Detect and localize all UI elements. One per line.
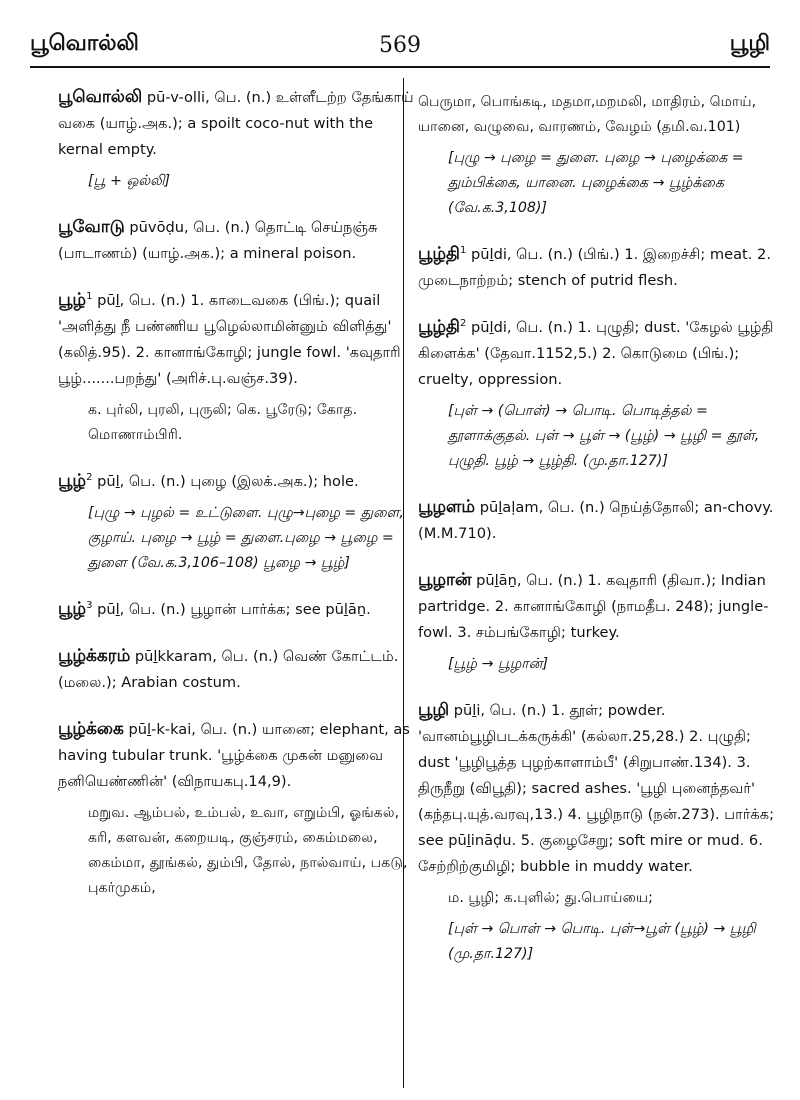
entry-note: பெருமா, பொங்கடி, மதமா,மறமலி, மாதிரம், மொய், யானை, வழுவை, வாரணம், வேழம் (தமி.வ.101) — [418, 94, 757, 135]
dictionary-entry — [58, 287, 418, 448]
dictionary-entry — [58, 468, 418, 576]
entry-headword: பூழ்க்கை — [58, 719, 124, 739]
entry-definition: pūḻāṉ, பெ. (n.) 1. கவுதாரி (திவா.); Indian partridge. 2. கானாங்கோழி (நாமதீப. 248); jungle-fowl. 3. சம்பங்கோழி; turkey. — [418, 572, 769, 641]
dictionary-entry — [58, 643, 418, 696]
entry-definition: pūḻ, பெ. (n.) புழை (இலக்.அக.); hole. — [97, 473, 359, 490]
entry-note: ம. பூழி; க.புளில்; து.பொய்யை; — [448, 890, 653, 906]
left-column — [58, 84, 418, 921]
entry-headword: பூழி — [418, 700, 450, 720]
entry-main — [58, 643, 418, 696]
entry-headword: பூழ் — [58, 471, 87, 491]
entry-sense-number: 2 — [460, 318, 467, 330]
entry-main — [58, 596, 418, 623]
entry-main — [418, 241, 780, 294]
entry-main — [58, 84, 418, 163]
entry-sense-number: 2 — [86, 472, 93, 484]
entry-note: க. புர்லி, புரலி, புருலி; கெ. பூரேடு; கோத. மொணாம்பிரி. — [88, 402, 358, 443]
dictionary-entry — [58, 716, 418, 901]
page-number: 569 — [379, 32, 421, 58]
entry-main — [58, 468, 418, 495]
entry-main — [418, 494, 780, 547]
dictionary-entry — [58, 596, 418, 623]
entry-etymology: [புள் → பொள் → பொடி. புள்→பூள் (பூழ்) → பூழி (மு.தா.127)] — [448, 921, 756, 962]
entry-main — [418, 314, 780, 393]
entry-definition: pūvōḍu, பெ. (n.) தொட்டி செய்நஞ்சு (பாடாணம்) (யாழ்.அக.); a mineral poison. — [58, 219, 378, 262]
entry-definition: pūḻdi, பெ. (n.) (பிங்.) 1. இறைச்சி; meat. 2. முடைநாற்றம்; stench of putrid flesh. — [418, 246, 771, 289]
dictionary-entry — [418, 567, 780, 677]
entry-main — [58, 716, 418, 795]
entry-etymology: [புள் → (பொள்) → பொடி. பொடித்தல் = தூளாக்குதல். புள் → பூள் → (பூழ்) → பூழி = தூள், புழுதி. பூழ் → பூழ்தி. (மு.தா.127)] — [448, 403, 760, 469]
entry-definition: pūḻ, பெ. (n.) 1. காடைவகை (பிங்.); quail 'அளித்து நீ பண்ணிய பூழெல்லாமின்னும் விளித்து' (கலித்.95). 2. கானாங்கோழி; jungle fowl. 'கவுதாரி பூழ்.......பறந்து' (அரிச்.பு.வஞ்ச.39). — [58, 292, 401, 387]
entry-headword: பூழ்க்கரம் — [58, 646, 131, 666]
entry-definition: pūḻ-k-kai, பெ. (n.) யானை; elephant, as having tubular trunk. 'பூழ்க்கை முகன் மனுவை நனியெண்ணின்' (விநாயகபு.14,9). — [58, 721, 410, 790]
dictionary-entry — [418, 697, 780, 967]
entry-main — [58, 287, 418, 392]
header-left-headword: பூவொல்லி — [30, 31, 139, 56]
entry-definition: pūḻi, பெ. (n.) 1. தூள்; powder. 'வானம்பூழிபடக்கருக்கி' (கல்லா.25,28.) 2. புழுதி; dust 'பூழிபூத்த புழற்காளாம்பீ' (சிறுபாண்.134). 3. திருநீறு (விபூதி); sacred ashes. 'பூழி புனைந்தவர்' (கந்தபு.யுத்.வரவு,13.) 4. பூழிநாடு (நன்.273). பார்க்க; see pūḻināḍu. 5. குழைசேறு; soft mire or mud. 6. சேற்றிற்குமிழி; bubble in muddy water. — [418, 702, 775, 875]
dictionary-entry — [418, 241, 780, 294]
entry-etymology: [பூழ் → பூழான்] — [448, 656, 548, 672]
entry-definition: pūḻ, பெ. (n.) பூழான் பார்க்க; see pūḻāṉ. — [97, 601, 371, 618]
entry-etymology: [பூ + ஒல்லி] — [88, 173, 171, 189]
entry-definition: pū-v-olli, பெ. (n.) உள்ளீடற்ற தேங்காய் வகை (யாழ்.அக.); a spoilt coco-nut with the kernal empty. — [58, 89, 414, 158]
header-rule — [30, 66, 770, 68]
dictionary-entry — [418, 314, 780, 474]
entry-headword: பூழ் — [58, 599, 87, 619]
entry-headword: பூழ் — [58, 290, 87, 310]
entry-definition: pūḻkkaram, பெ. (n.) வெண் கோட்டம். (மலை.); Arabian costum. — [58, 648, 399, 691]
dictionary-entry — [58, 214, 418, 267]
dictionary-entry — [58, 84, 418, 194]
entry-main — [58, 214, 418, 267]
dictionary-entry — [418, 90, 780, 221]
entry-definition: pūḻdi, பெ. (n.) 1. புழுதி; dust. 'கேழல் பூழ்தி கிளைக்க' (தேவா.1152,5.) 2. கொடுமை (பிங்.); cruelty, oppression. — [418, 319, 774, 388]
entry-sense-number: 3 — [86, 600, 93, 612]
page-header — [30, 28, 770, 62]
entry-headword: பூவோடு — [58, 217, 125, 237]
entry-etymology: [புழு → புழல் = உட்டுளை. புழு→புழை = துளை, குழாய். புழை → பூழ் = துளை.புழை → பூழை = துளை (வே.க.3,106–108) பூழை → பூழ்] — [88, 505, 404, 571]
entry-sense-number: 1 — [460, 245, 467, 257]
entry-headword: பூழ்தி — [418, 244, 460, 264]
entry-headword: பூழ்தி — [418, 317, 460, 337]
entry-sense-number: 1 — [86, 291, 93, 303]
entry-etymology: [புழு → புழை = துளை. புழை → புழைக்கை = தும்பிக்கை, யானை. புழைக்கை → பூழ்க்கை (வே.க.3,108)] — [448, 150, 744, 216]
header-right-headword: பூழி — [729, 31, 770, 56]
entry-headword: பூழான் — [418, 570, 472, 590]
entry-main — [418, 567, 780, 646]
entry-headword: பூவொல்லி — [58, 87, 143, 107]
dictionary-entry — [418, 494, 780, 547]
entry-headword: பூழளம் — [418, 497, 476, 517]
entry-note: மறுவ. ஆம்பல், உம்பல், உவா, எறும்பி, ஓங்கல், கரி, களவன், கறையடி, குஞ்சரம், கைம்மலை, கைம்மா, தூங்கல், தும்பி, தோல், நால்வாய், பகடு, புகர்முகம், — [88, 805, 408, 896]
entry-definition: pūḻaḷam, பெ. (n.) நெய்த்தோலி; an-chovy. (M.M.710). — [418, 499, 774, 542]
entry-main — [418, 697, 780, 880]
right-column — [418, 84, 780, 987]
